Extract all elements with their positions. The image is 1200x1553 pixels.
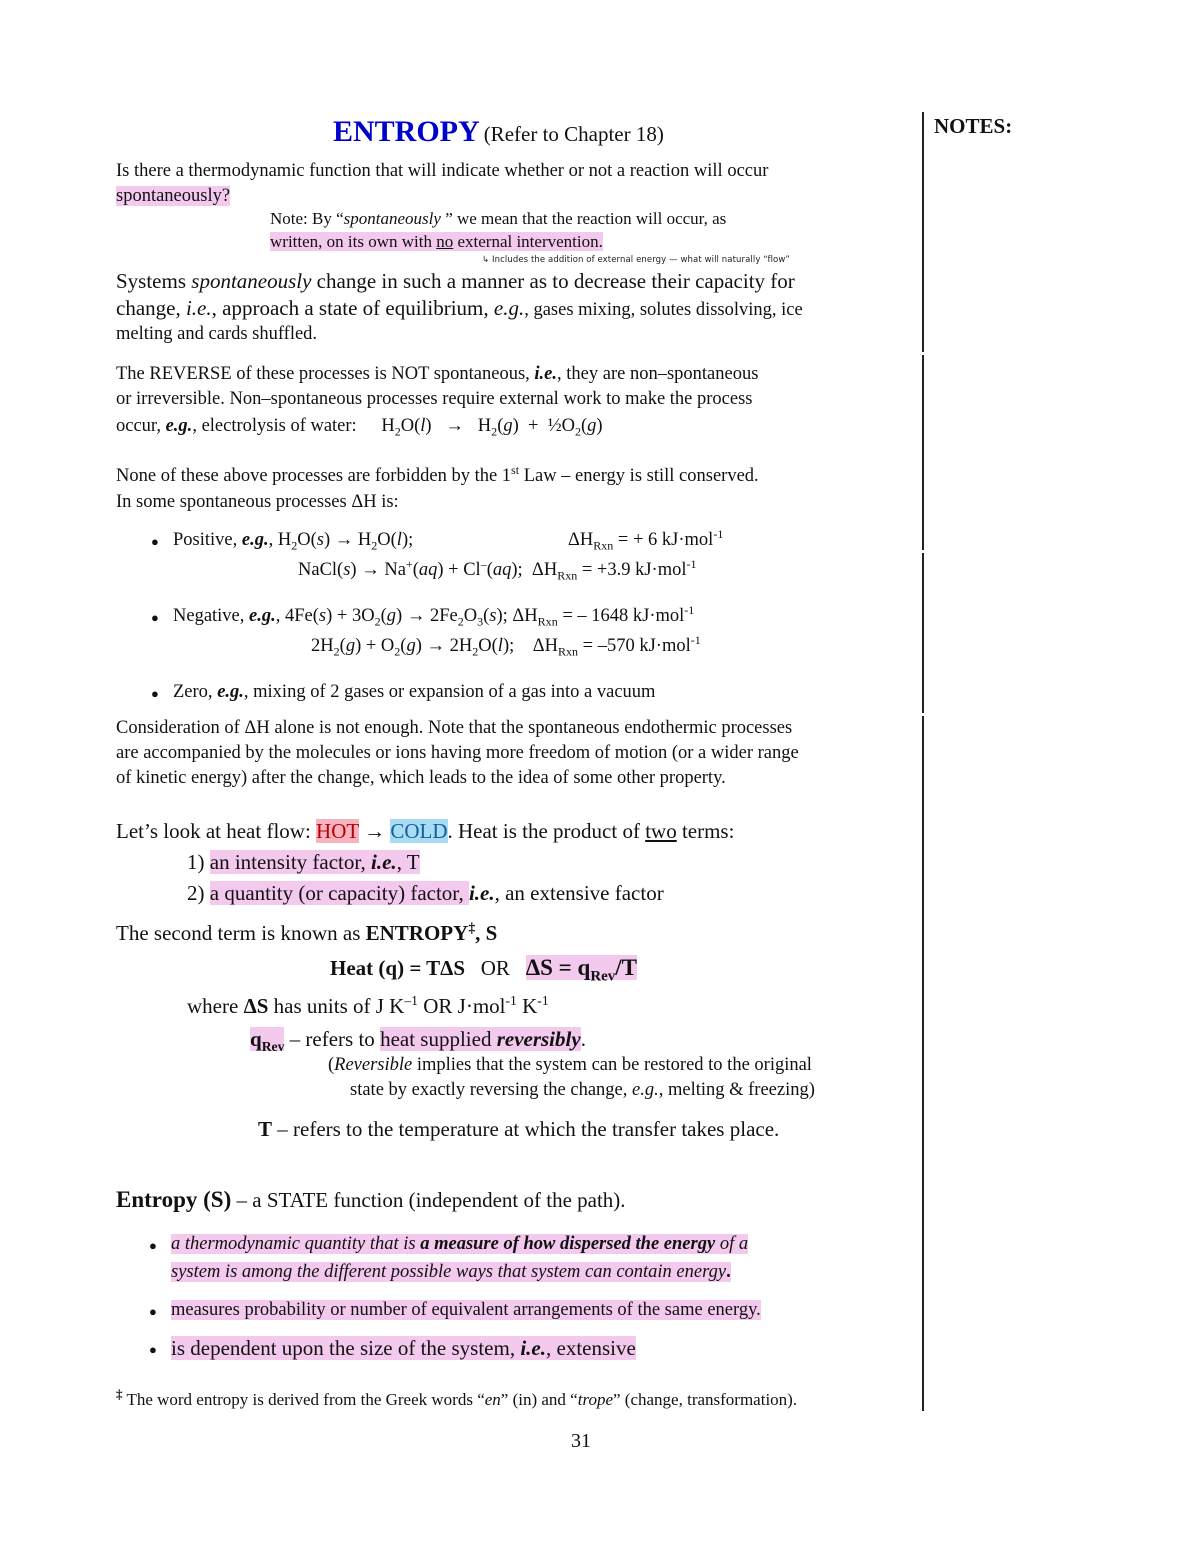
title-sub: (Refer to Chapter 18)	[483, 122, 664, 146]
notes-divider-1	[922, 112, 924, 352]
heat-item-1: 1) an intensity factor, i.e., T	[187, 850, 420, 874]
cold-label: COLD	[390, 819, 448, 843]
entropy-bullet-1-cont: system is among the different possible ways that system can contain energy.	[171, 1262, 731, 1282]
bullet-negative: ● Negative, e.g., $4Fe(s) + 3O_2(g) \to 2Fe_2O_3(s)$; $\Delta H_{Rxn}$ = – 1648 kJ·mol$^{-1}$	[173, 604, 694, 629]
intro-question-line2	[116, 184, 230, 209]
page-title	[333, 115, 664, 149]
qrev-line: $q_{Rev}$ – refers to heat supplied reversibly.	[250, 1027, 586, 1055]
para1-line3: melting and cards shuffled.	[116, 324, 318, 344]
note-line1: Note: By “spontaneously ” we mean that the reaction will occur, as	[270, 209, 727, 228]
equation-nacl: NaCl(s) → Na+(aq) + Cl–(aq); $\Delta H_{Rxn} = +3.9$ kJ·mol$^{-1}$	[298, 556, 697, 583]
bullet-positive: ● Positive, e.g., $H_2O(s) \to H_2O(l)$; $\Delta H_{Rxn}$ = + 6 kJ·mol$^{-1}$	[173, 528, 413, 553]
entropy-bullet-3: ● is dependent upon the size of the system, i.e., extensive	[171, 1335, 636, 1362]
t-definition: T – refers to the temperature at which the transfer takes place.	[258, 1117, 780, 1141]
entropy-equation: Heat (q) = TΔS OR $\Delta S = q_{Rev}/T$	[330, 955, 637, 985]
units-line: where ΔS has units of J $K^{-1}$ OR J·mol$^{-1}$ $K^{-1}$	[187, 993, 549, 1018]
para4-line3: of kinetic energy) after the change, which leads to the idea of some other property.	[116, 768, 726, 788]
notes-label: NOTES:	[934, 114, 1013, 138]
para4-line2: are accompanied by the molecules or ions having more freedom of motion (or a wider range	[116, 743, 799, 763]
handwritten-annotation: ↳ Includes the addition of external energy — what will naturally “flow”	[482, 255, 790, 265]
heat-item-2: 2) a quantity (or capacity) factor, i.e., an extensive factor	[187, 881, 664, 905]
footnote: ‡ The word entropy is derived from the Greek words “en” (in) and “trope” (change, transformation).	[116, 1386, 798, 1409]
para4-line1: Consideration of ΔH alone is not enough. Note that the spontaneous endothermic processes	[116, 718, 793, 738]
para2-line2: or irreversible. Non–spontaneous processes require external work to make the process	[116, 389, 753, 409]
notes-divider-2	[922, 355, 924, 550]
notes-divider-4	[922, 716, 924, 1411]
reversible-note-line1: (Reversible implies that the system can be restored to the original	[328, 1055, 812, 1075]
para3-line2: In some spontaneous processes ΔH is:	[116, 492, 399, 512]
hot-label: HOT	[316, 819, 359, 843]
para1-line2: change, i.e., approach a state of equilibrium, e.g., gases mixing, solutes dissolving, ice	[116, 296, 803, 320]
heat-flow-line: Let’s look at heat flow: HOT → COLD. Heat is the product of two terms:	[116, 819, 735, 843]
para1-line1: Systems spontaneously change in such a manner as to decrease their capacity for	[116, 269, 795, 293]
entropy-bullet-1: ● a thermodynamic quantity that is a measure of how dispersed the energy of a	[171, 1232, 748, 1257]
para2-line3: occur, e.g., electrolysis of water: $H_2O(l) \to H_2(g)$ + $\frac{1}{2}O_2(g)$	[116, 416, 603, 439]
para3-line1: None of these above processes are forbidden by the 1st Law – energy is still conserved.	[116, 462, 759, 486]
para2-line1: The REVERSE of these processes is NOT spontaneous, i.e., they are non–spontaneous	[116, 364, 759, 384]
bullet-zero: ● Zero, e.g., mixing of 2 gases or expansion of a gas into a vacuum	[173, 680, 655, 705]
title-main: ENTROPY	[333, 115, 480, 148]
note-line2: written, on its own with no external intervention.	[270, 232, 603, 251]
notes-divider-3	[922, 553, 924, 713]
equation-h2o: $2H_2(g) + O_2(g) \to 2H_2O(l)$; $\Delta H_{Rxn} = -570$ kJ·mol$^{-1}$	[311, 632, 701, 659]
entropy-definition-heading: Entropy (S) – a STATE function (independent of the path).	[116, 1187, 626, 1212]
reversible-note-line2: state by exactly reversing the change, e.g., melting & freezing)	[350, 1080, 815, 1100]
spontaneously-highlight: spontaneously?	[116, 186, 231, 206]
intro-question-line1: Is there a thermodynamic function that will indicate whether or not a reaction will occur	[116, 161, 769, 181]
second-term-line: The second term is known as ENTROPY‡, S	[116, 920, 498, 945]
page-number: 31	[571, 1430, 591, 1452]
entropy-bullet-2: ● measures probability or number of equivalent arrangements of the same energy.	[171, 1298, 761, 1323]
